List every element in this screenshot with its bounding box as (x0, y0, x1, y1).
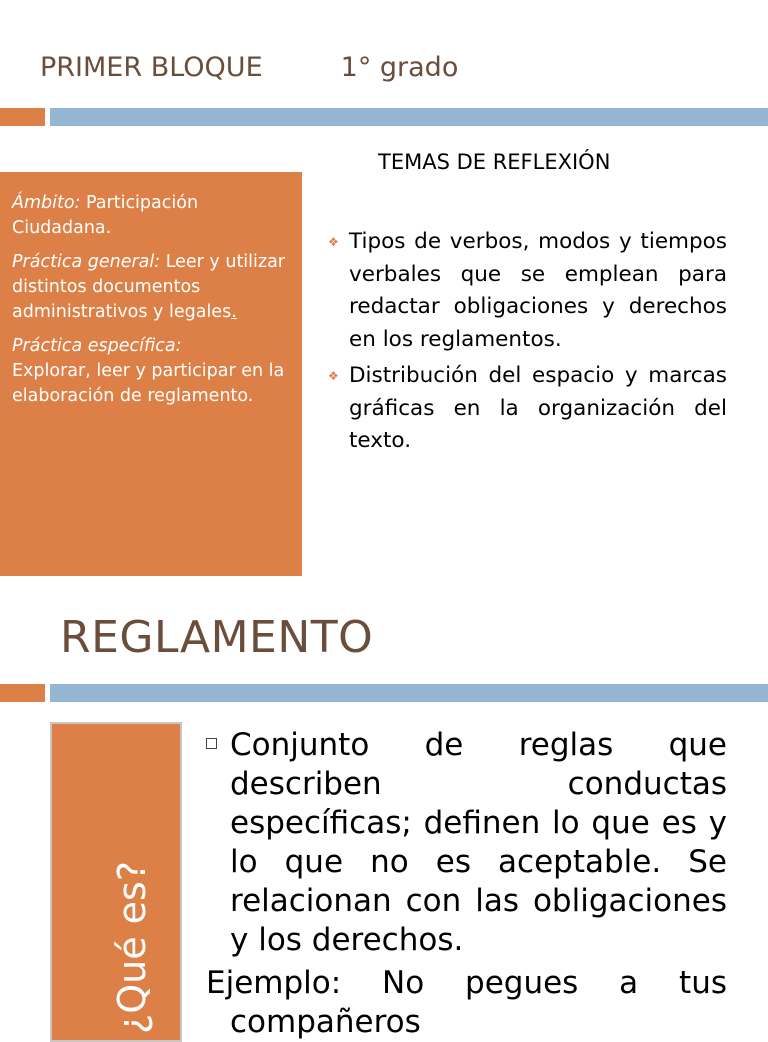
page-title: REGLAMENTO (60, 612, 374, 663)
list-item (325, 226, 727, 356)
definition-text: Conjunto de reglas que describen conductas específicas; definen lo que es y lo que no es aceptable. Se relacionan con las obligaciones y los derechos. (230, 727, 727, 958)
accent-band-orange (0, 108, 45, 126)
ambito-value: Participación Ciudadana. (12, 193, 199, 238)
practica-general-trailing: . (231, 302, 237, 322)
question-box (50, 722, 182, 1042)
practica-general-value: Leer y utilizar distintos documentos administrativos y legales (12, 252, 285, 322)
practica-general-paragraph (12, 250, 290, 325)
practica-especifica-label: Práctica específica: (12, 336, 182, 356)
diamond-bullet-icon: ❖ (328, 369, 339, 383)
themes-list (325, 226, 727, 462)
practica-especifica-value: Explorar, leer y participar en la elaboración de reglamento. (12, 361, 285, 406)
definition-item (206, 726, 727, 960)
practica-general-label: Práctica general: (12, 252, 161, 272)
slide-reglamento (0, 590, 768, 1040)
slide-header (40, 52, 458, 83)
curriculum-panel (0, 172, 302, 576)
themes-title: TEMAS DE REFLEXIÓN (378, 150, 611, 174)
example-line: Ejemplo: No pegues a tus (206, 965, 727, 1001)
theme-text: Distribución del espacio y marcas gráficas en la organización del texto. (349, 363, 727, 453)
grade-label: 1° grado (340, 52, 459, 83)
ambito-paragraph (12, 191, 290, 241)
theme-text: Tipos de verbos, modos y tiempos verbales que se emplean para redactar obligaciones y derechos en los reglamentos. (349, 229, 727, 352)
ambito-label: Ámbito: (12, 193, 81, 213)
question-label: ¿Qué es? (110, 861, 154, 1034)
example-continued: compañeros (230, 1004, 421, 1040)
square-bullet-icon (206, 738, 217, 749)
accent-band-orange (0, 684, 45, 702)
accent-band-blue (50, 108, 768, 126)
diamond-bullet-icon: ❖ (328, 235, 339, 249)
accent-band-blue (50, 684, 768, 702)
list-item (325, 360, 727, 458)
block-title: PRIMER BLOQUE (40, 52, 263, 83)
definition-block (206, 726, 727, 1042)
practica-especifica-paragraph (12, 334, 290, 409)
